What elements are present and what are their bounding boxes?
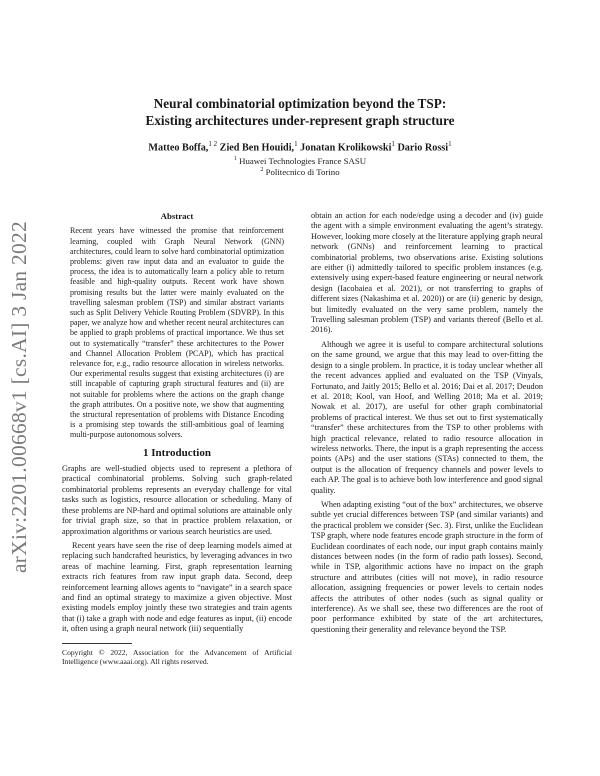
intro-paragraph-1: Graphs are well-studied objects used to represent a plethora of practical combinatorial problems. Solving such graph-related combinatorial problems represents an everyday challenge for vital tasks such as logistics, resource allocation or scheduling. Many of these problems are NP-hard and optimal solutions are attainable only for trivial graph size, so that in practice problem relaxation, or approximation algorithms or various search heuristics are used. (62, 464, 292, 536)
author-list (40, 140, 560, 153)
author-name: Matteo Boffa, (148, 142, 209, 154)
paper-title-line-2: Existing architectures under-represent graph structure (145, 113, 455, 128)
paper-title-line-1: Neural combinatorial optimization beyond the TSP: (153, 96, 447, 111)
body-paragraph-3: When adapting existing “out of the box” architectures, we observe subtle yet crucial differences between TSP (and similar variants) and the practical problem we consider (Sec. 3). First, unlike the Euclidean TSP graph, where node features encode graph structure in the form of Euclidean coordinates of each node, our input graph contains mainly distances between nodes (in the form of radio path losses). Second, while in TSP, algorithmic actions have no impact on the graph structure and attributes (cities will not move), in radio resource allocation, assigning frequencies or power levels to certain nodes affects the attributes of other nodes (such as signal quality or interference). As we shall see, these two differences are the root of poor performance exhibited by state of the art architectures, questioning their generality and relevance beyond the TSP. (311, 499, 544, 634)
affiliation-name: Huawei Technologies France SASU (236, 156, 367, 166)
author-affiliation-mark: 1 (448, 140, 452, 148)
abstract-heading: Abstract (160, 211, 194, 221)
copyright-footnote: Copyright © 2022, Association for the Advancement of Artificial Intelligence (www.aaai.org). All rights reserved. (62, 647, 292, 666)
affiliation-name: Politecnico di Torino (263, 167, 340, 177)
body-paragraph-1: obtain an action for each node/edge using a decoder and (iv) guide the agent with a simple environment evaluating the agent’s strategy. However, looking more closely at the literature applying graph neural network (GNNs) and reinforcement learning to practical combinatorial problems, two observations arise. Existing solutions are either (i) admittedly tailored to specific problem instances (e.g. extensively using expert-based feature engineering or neural network design (Iacobaiea et al. 2021), or not transferring to graphs of different sizes (Nakashima et al. 2020)) or are (ii) generic by design, but limitedly evaluated on the very same problem, namely the Travelling salesman problem (TSP) and variants thereof (Bello et al. 2016). (311, 211, 543, 335)
intro-paragraph-2: Recent years have seen the rise of deep learning models aimed at replacing such handcrafted heuristics, by leveraging advances in two areas of machine learning. First, graph representation learning extracts rich features from raw input graph data. Second, deep reinforcement learning allows agents to “navigate” in a search space and find an optimal strategy to maximize a given objective. Most existing models employ jointly these two strategies and train agents that (i) take a graph with node and edge features as input, (ii) encode it, often using a graph neural network (iii) sequentially (62, 540, 292, 634)
abstract-text: Recent years have witnessed the promise that reinforcement learning, coupled with Graph Neural Network (GNN) architectures, could learn to solve hard combinatorial optimization problems: given raw input data and an evaluator to guide the process, the idea is to automatically learn a policy able to return feasible and high-quality outputs. Recent work have shown promising results but the latter were mainly evaluated on the travelling salesman problem (TSP) and similar abstract variants such as Split Delivery Vehicle Routing Problem (SDVRP). In this paper, we analyze how and whether recent neural architectures can be applied to graph problems of practical importance. We thus set out to systematically “transfer” these architectures to the Power and Channel Allocation Problem (PCAP), which has practical relevance for, e.g., radio resource allocation in wireless networks. Our experimental results suggest that existing architectures (i) are still incapable of capturing graph structural features and (ii) are not suitable for problems where the actions on the graph change the graph attributes. On a positive note, we show that augmenting the structural representation of problems with Distance Encoding is a promising step towards the still-ambitious goal of learning multi-purpose autonomous solvers. (70, 226, 284, 440)
author-affiliation-mark: 1 (391, 140, 395, 148)
arxiv-identifier-text: arXiv:2201.00668v1 [cs.AI] 3 Jan 2022 (7, 227, 31, 573)
left-column (62, 211, 292, 666)
footnote-rule (62, 643, 132, 644)
affiliation-mark: 2 (260, 167, 264, 174)
affiliation-mark: 1 (233, 156, 237, 163)
affiliation-2 (40, 167, 560, 177)
introduction-heading: 1 Introduction (143, 446, 211, 459)
affiliation-1 (40, 156, 560, 166)
author-name: Jonatan Krolikowski (300, 142, 392, 154)
author-affiliation-mark: 1 (294, 140, 298, 148)
arxiv-identifier-stamp (6, 215, 32, 575)
body-paragraph-2: Although we agree it is useful to compare architectural solutions on the same ground, we argue that this may lead to over-fitting the design to a single problem. In practice, it is today unclear whether all the recent advances applied and evaluated on the TSP (Vinyals, Fortunato, and Jaitly 2015; Bello et al. 2016; Dai et al. 2017; Deudon et al. 2018; Kool, van Hoof, and Welling 2018; Ma et al. 2019; Nowak et al. 2017), are useful for other graph combinatorial problems of practical interest. We thus set out to first systematically “transfer” these architectures from the TSP to other problems with high practical relevance, related to radio resource allocation in wireless networks. There, the input is a graph representing the access points (APs) and the user stations (STAs) connected to them, the output is the allocation of frequency channels and power levels to each AP. The goal is to achieve both low interference and good signal quality. (311, 339, 543, 495)
author-name: Dario Rossi (397, 142, 449, 154)
right-column (311, 211, 543, 635)
author-name: Zied Ben Houidi, (219, 142, 295, 154)
author-affiliation-mark: 1 2 (208, 140, 218, 148)
